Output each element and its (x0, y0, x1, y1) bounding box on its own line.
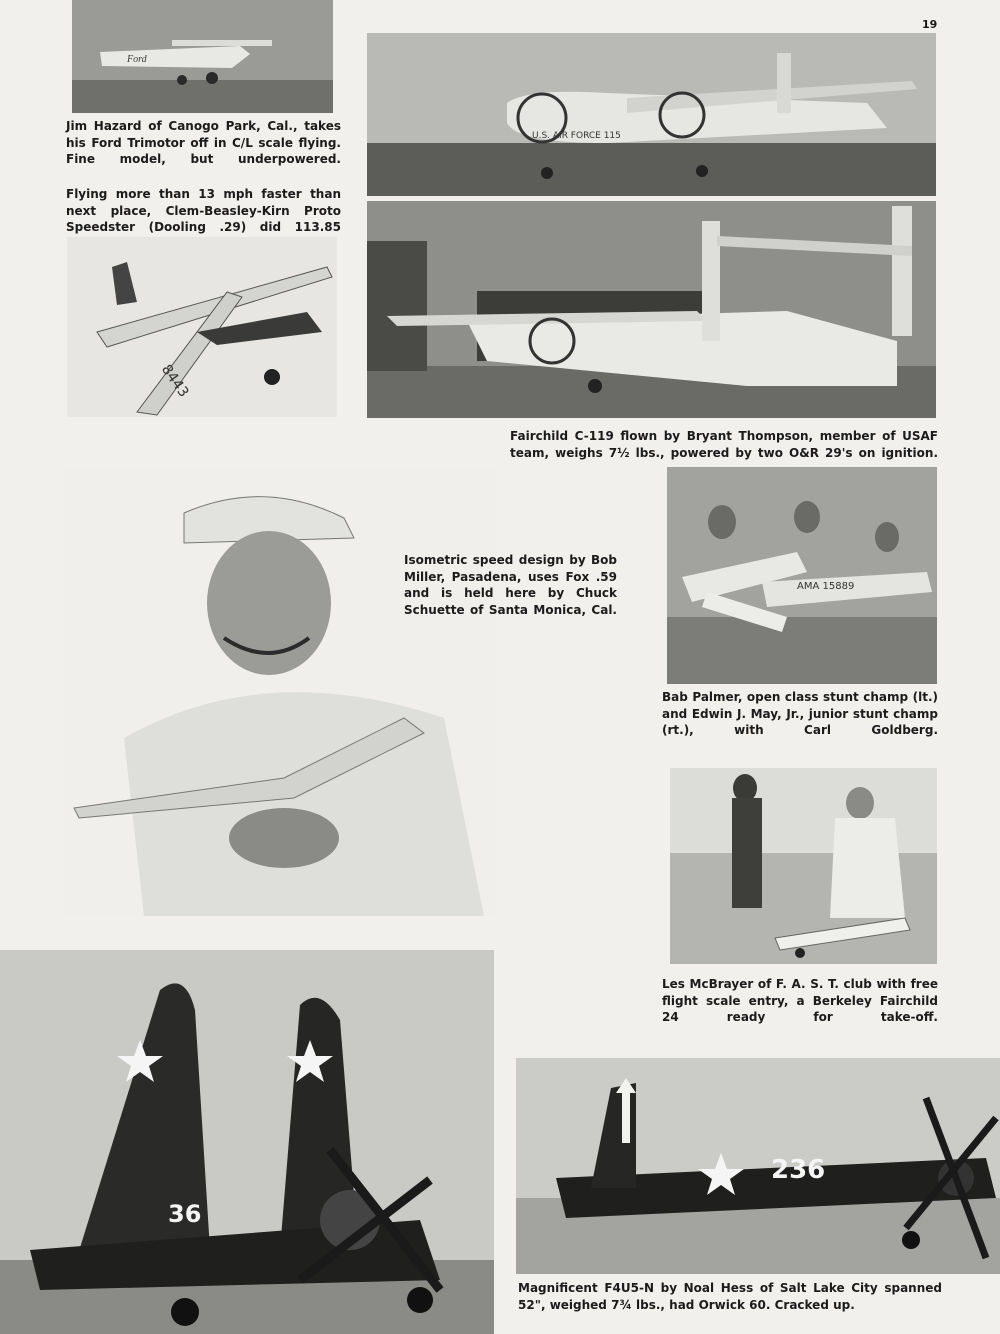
caption-isometric: Isometric speed design by Bob Miller, Pasadena, uses Fox .59 and is held here by Chuck Schuette of Santa Monica, Cal. (404, 553, 617, 617)
caption-speedster: Flying more than 13 mph faster than next place, Clem-Beasley-Kirn Proto Speedster (Dooling .29) did 113.85 (66, 187, 341, 234)
photo-stunt-champs (667, 467, 937, 684)
photo-fairchild-24 (670, 768, 937, 964)
photo-proto-speedster (67, 237, 337, 417)
photo-isometric-holder (64, 468, 496, 916)
photo-c119-rear (367, 201, 936, 418)
caption-ford: Jim Hazard of Canogo Park, Cal., takes his Ford Trimotor off in C/L scale flying. Fine model, but underpowered. (66, 119, 341, 166)
c119-marking-text: U.S. AIR FORCE 115 (532, 131, 621, 141)
ford-logo-text: Ford (127, 54, 147, 65)
corsair-runway-number-text: 236 (771, 1155, 826, 1185)
caption-mcbrayer: Les McBrayer of F. A. S. T. club with free flight scale entry, a Berkeley Fairchild 24 ready for take-off. (662, 977, 938, 1024)
corsair-low-number-text: 36 (168, 1200, 202, 1228)
stunt-marking-text: AMA 15889 (797, 581, 855, 592)
photo-corsair-runway (516, 1058, 1000, 1274)
page-number: 19 (922, 18, 938, 31)
photo-ford-trimotor (72, 0, 333, 113)
speedster-marking-text: 8443 (157, 361, 192, 401)
photo-corsair-low (0, 950, 494, 1334)
caption-corsair: Magnificent F4U5-N by Noal Hess of Salt Lake City spanned 52", weighed 7¾ lbs., had Orwick 60. Cracked up. (518, 1281, 942, 1312)
caption-c119: Fairchild C-119 flown by Bryant Thompson, member of USAF team, weighs 7½ lbs., powered by two O&R 29's on ignition. (510, 429, 938, 460)
caption-palmer: Bab Palmer, open class stunt champ (lt.) and Edwin J. May, Jr., junior stunt champ (rt.), with Carl Goldberg. (662, 690, 938, 737)
photo-c119-front (367, 33, 936, 196)
